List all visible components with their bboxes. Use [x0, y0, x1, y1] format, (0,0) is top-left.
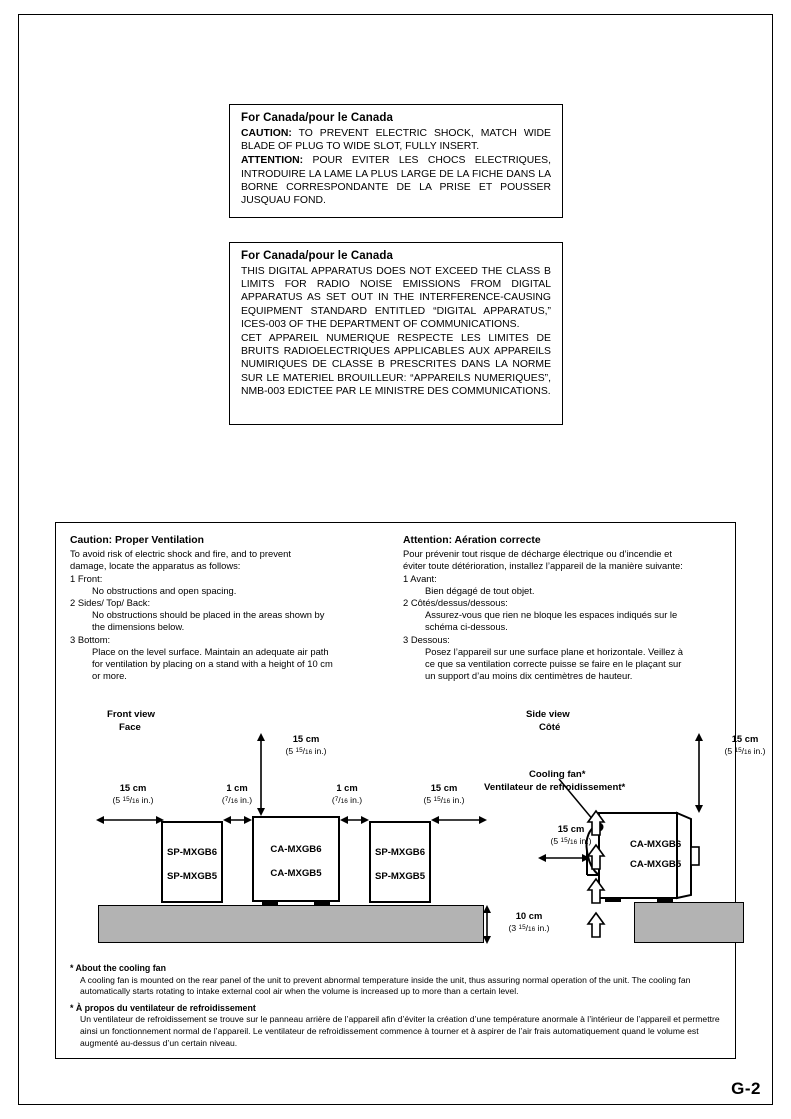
vent-fr-item2-body-1: Assurez-vous que rien ne bloque les espaces indiqués sur le	[425, 609, 678, 621]
footnote-1-body: A cooling fan is mounted on the rear panel of the unit to prevent abnormal temperature inside the unit, thus assuring normal operation of the unit. The cooling fan automatically starts rotating to intake external cool air when the volume is increased up to more than a certain level.	[80, 974, 691, 997]
speaker-left-model-2: SP-MXGB5	[166, 871, 218, 882]
side-view-stand	[634, 902, 744, 943]
dim-arrow-front-top	[254, 733, 268, 816]
cooling-fan-label-en: Cooling fan*	[529, 769, 586, 780]
ventilation-heading-fr: Attention: Aération correcte	[403, 535, 541, 546]
footnote-2-heading: * À propos du ventilateur de refroidissement	[70, 1002, 256, 1013]
dim-front-top-value: 15 cm	[292, 733, 320, 744]
dim-front-right-15cm	[405, 782, 483, 807]
ventilation-panel	[55, 522, 766, 1059]
vent-en-item3-body-2: for ventilation by placing on a stand with a height of 10 cm	[92, 658, 333, 670]
dim-side-rear-inches: (5 $^{15}$/16 in.)	[550, 835, 592, 846]
vent-en-intro-1: To avoid risk of electric shock and fire, and to prevent	[70, 548, 291, 560]
footnotes	[70, 963, 725, 1054]
side-unit-model-2: CA-MXGB5	[630, 859, 682, 870]
vent-fr-item1-body: Bien dégagé de tout objet.	[425, 584, 535, 596]
dim-front-left-value: 15 cm	[119, 782, 147, 793]
dim-front-top-15cm	[267, 733, 345, 758]
dim-front-bottom-inches: (3 $^{15}$/16 in.)	[508, 922, 550, 933]
caution-text: TO PREVENT ELECTRIC SHOCK, MATCH WIDE BLADE OF PLUG TO WIDE SLOT, FULLY INSERT.	[241, 128, 551, 153]
vent-fr-item3-body-2: ce que sa ventilation correcte puisse se faire en le plaçant sur	[425, 658, 682, 670]
dim-front-left-15cm	[98, 782, 168, 807]
side-unit-model-1: CA-MXGB6	[630, 839, 682, 850]
vent-fr-intro-1: Pour prévenir tout risque de décharge électrique ou d’incendie et	[403, 548, 672, 560]
notice-2-paragraph-french: CET APPAREIL NUMERIQUE RESPECTE LES LIMITES DE BRUITS RADIOELECTRIQUES APPLICABLES AUX APPAREILS NUMIRIQUES DE CLASSE B PRESCRITES DANS LA NORME SUR LE MATERIEL BROUILLEUR: “APPAREILS NUMERIQUES”, NMB-003 EDICTEE PAR LE MINISTRE DES COMMUNICATIONS.	[241, 333, 551, 397]
front-view-label: Front view	[107, 709, 155, 720]
dim-front-bottom-value: 10 cm	[515, 910, 543, 921]
ventilation-diagram	[56, 703, 766, 953]
vent-en-item2-body-1: No obstructions should be placed in the areas shown by	[92, 609, 325, 621]
page-number: G-2	[731, 1079, 761, 1098]
dim-front-right-inches: (5 $^{15}$/16 in.)	[423, 794, 465, 805]
notice-1-title: For Canada/pour le Canada	[241, 112, 394, 124]
vent-en-item2: 2 Sides/ Top/ Back:	[70, 597, 151, 609]
vent-fr-item2: 2 Côtés/dessus/dessous:	[403, 597, 508, 609]
front-view-stand	[98, 905, 484, 943]
vent-en-item3-body-1: Place on the level surface. Maintain an adequate air path	[92, 645, 329, 657]
notice-1-paragraph-attention	[241, 154, 551, 207]
footnote-1-heading: * About the cooling fan	[70, 963, 166, 973]
dim-side-rear-value: 15 cm	[557, 823, 585, 834]
vent-fr-intro-2: éviter toute détérioration, installez l’appareil de la manière suivante:	[403, 560, 683, 572]
vent-fr-item3: 3 Dessous:	[403, 633, 450, 645]
airflow-arrows	[586, 811, 606, 943]
notice-2-paragraph-english: THIS DIGITAL APPARATUS DOES NOT EXCEED THE CLASS B LIMITS FOR RADIO NOISE EMISSIONS FROM DIGITAL APPARATUS AS SET OUT IN THE INTERFERENCE-CAUSING EQUIPMENT STANDARD ENTITLED “DIGITAL APPARATUS,” ICES-003 OF THE DEPARTMENT OF COMMUNICATIONS.	[241, 266, 551, 330]
dim-front-top-inches: (5 $^{15}$/16 in.)	[285, 745, 327, 756]
vent-en-item3: 3 Bottom:	[70, 633, 111, 645]
dim-side-top-15cm	[706, 733, 784, 758]
speaker-right-model-1: SP-MXGB6	[374, 847, 426, 858]
speaker-left-model-1: SP-MXGB6	[166, 847, 218, 858]
vent-en-item1: 1 Front:	[70, 572, 103, 584]
dim-arrow-front-left	[96, 813, 164, 827]
vent-en-item3-body-3: or more.	[92, 670, 127, 682]
speaker-left-box	[161, 821, 223, 903]
dim-arrow-front-right	[431, 813, 487, 827]
attention-text: POUR EVITER LES CHOCS ELECTRIQUES, INTRODUIRE LA LAME LA PLUS LARGE DE LA FICHE DANS LA BORNE CORRESPONDANTE DE LA PRISE ET POUSSER JUSQUAU FOND.	[241, 155, 551, 207]
vent-fr-item1: 1 Avant:	[403, 572, 437, 584]
cooling-fan-label-fr: Ventilateur de refroidissement*	[484, 782, 626, 793]
canada-notice-box-2	[229, 242, 563, 425]
vent-en-intro-2: damage, locate the apparatus as follows:	[70, 560, 241, 572]
front-view-label-fr: Face	[119, 722, 141, 733]
vent-fr-item2-body-2: schéma ci-dessous.	[425, 621, 508, 633]
caution-lead: CAUTION:	[241, 128, 292, 139]
notice-2-title: For Canada/pour le Canada	[241, 250, 394, 262]
center-unit-model-1: CA-MXGB6	[270, 844, 322, 855]
side-view-label-fr: Côté	[539, 722, 561, 733]
attention-lead: ATTENTION:	[241, 155, 304, 167]
side-view-label: Side view	[526, 709, 570, 720]
vent-en-item1-body: No obstructions and open spacing.	[92, 584, 237, 596]
vent-fr-item3-body-3: un support d’au moins dix centimètres de hauteur.	[425, 670, 633, 682]
dim-front-gap2-1cm	[314, 782, 380, 807]
ventilation-heading-en: Caution: Proper Ventilation	[70, 535, 204, 546]
footnote-2-body: Un ventilateur de refroidissement se trouve sur le panneau arrière de l’appareil afin d’éviter la création d’une température anormale à l’intérieur de l’appareil et permettre ainsi un fonctionnement normal de l’appareil. Le ventilateur de refroidissement commence à tourner et à aspirer de l’air frais automatiquement quand le volume est augmenté au-dessus d’un certain niveau.	[80, 1014, 720, 1048]
dim-side-top-inches: (5 $^{15}$/16 in.)	[724, 745, 766, 756]
dim-arrow-front-bottom	[480, 905, 494, 944]
ventilation-text-english	[70, 535, 388, 682]
speaker-right-box	[369, 821, 431, 903]
vent-fr-item3-body-1: Posez l’appareil sur une surface plane et horizontale. Veillez à	[425, 645, 683, 657]
dim-side-top-value: 15 cm	[731, 733, 759, 744]
dim-front-gap1-value: 1 cm	[226, 782, 248, 793]
dim-front-gap1-inches: ($^7$/16 in.)	[221, 794, 253, 805]
center-unit-model-2: CA-MXGB5	[270, 868, 322, 879]
dim-front-gap2-value: 1 cm	[336, 782, 358, 793]
ventilation-text-french	[403, 535, 725, 682]
dim-front-right-value: 15 cm	[430, 782, 458, 793]
dim-arrow-front-gap1	[223, 813, 252, 827]
dim-arrow-side-rear	[538, 851, 590, 865]
dim-arrow-side-top	[692, 733, 706, 813]
dim-front-gap2-inches: ($^7$/16 in.)	[331, 794, 363, 805]
center-unit-front-box	[252, 816, 340, 902]
dim-arrow-front-gap2	[340, 813, 369, 827]
speaker-right-model-2: SP-MXGB5	[374, 871, 426, 882]
notice-1-paragraph-caution	[241, 127, 551, 153]
vent-en-item2-body-2: the dimensions below.	[92, 621, 185, 633]
dim-front-left-inches: (5 $^{15}$/16 in.)	[112, 794, 154, 805]
canada-notice-box-1	[229, 104, 563, 218]
